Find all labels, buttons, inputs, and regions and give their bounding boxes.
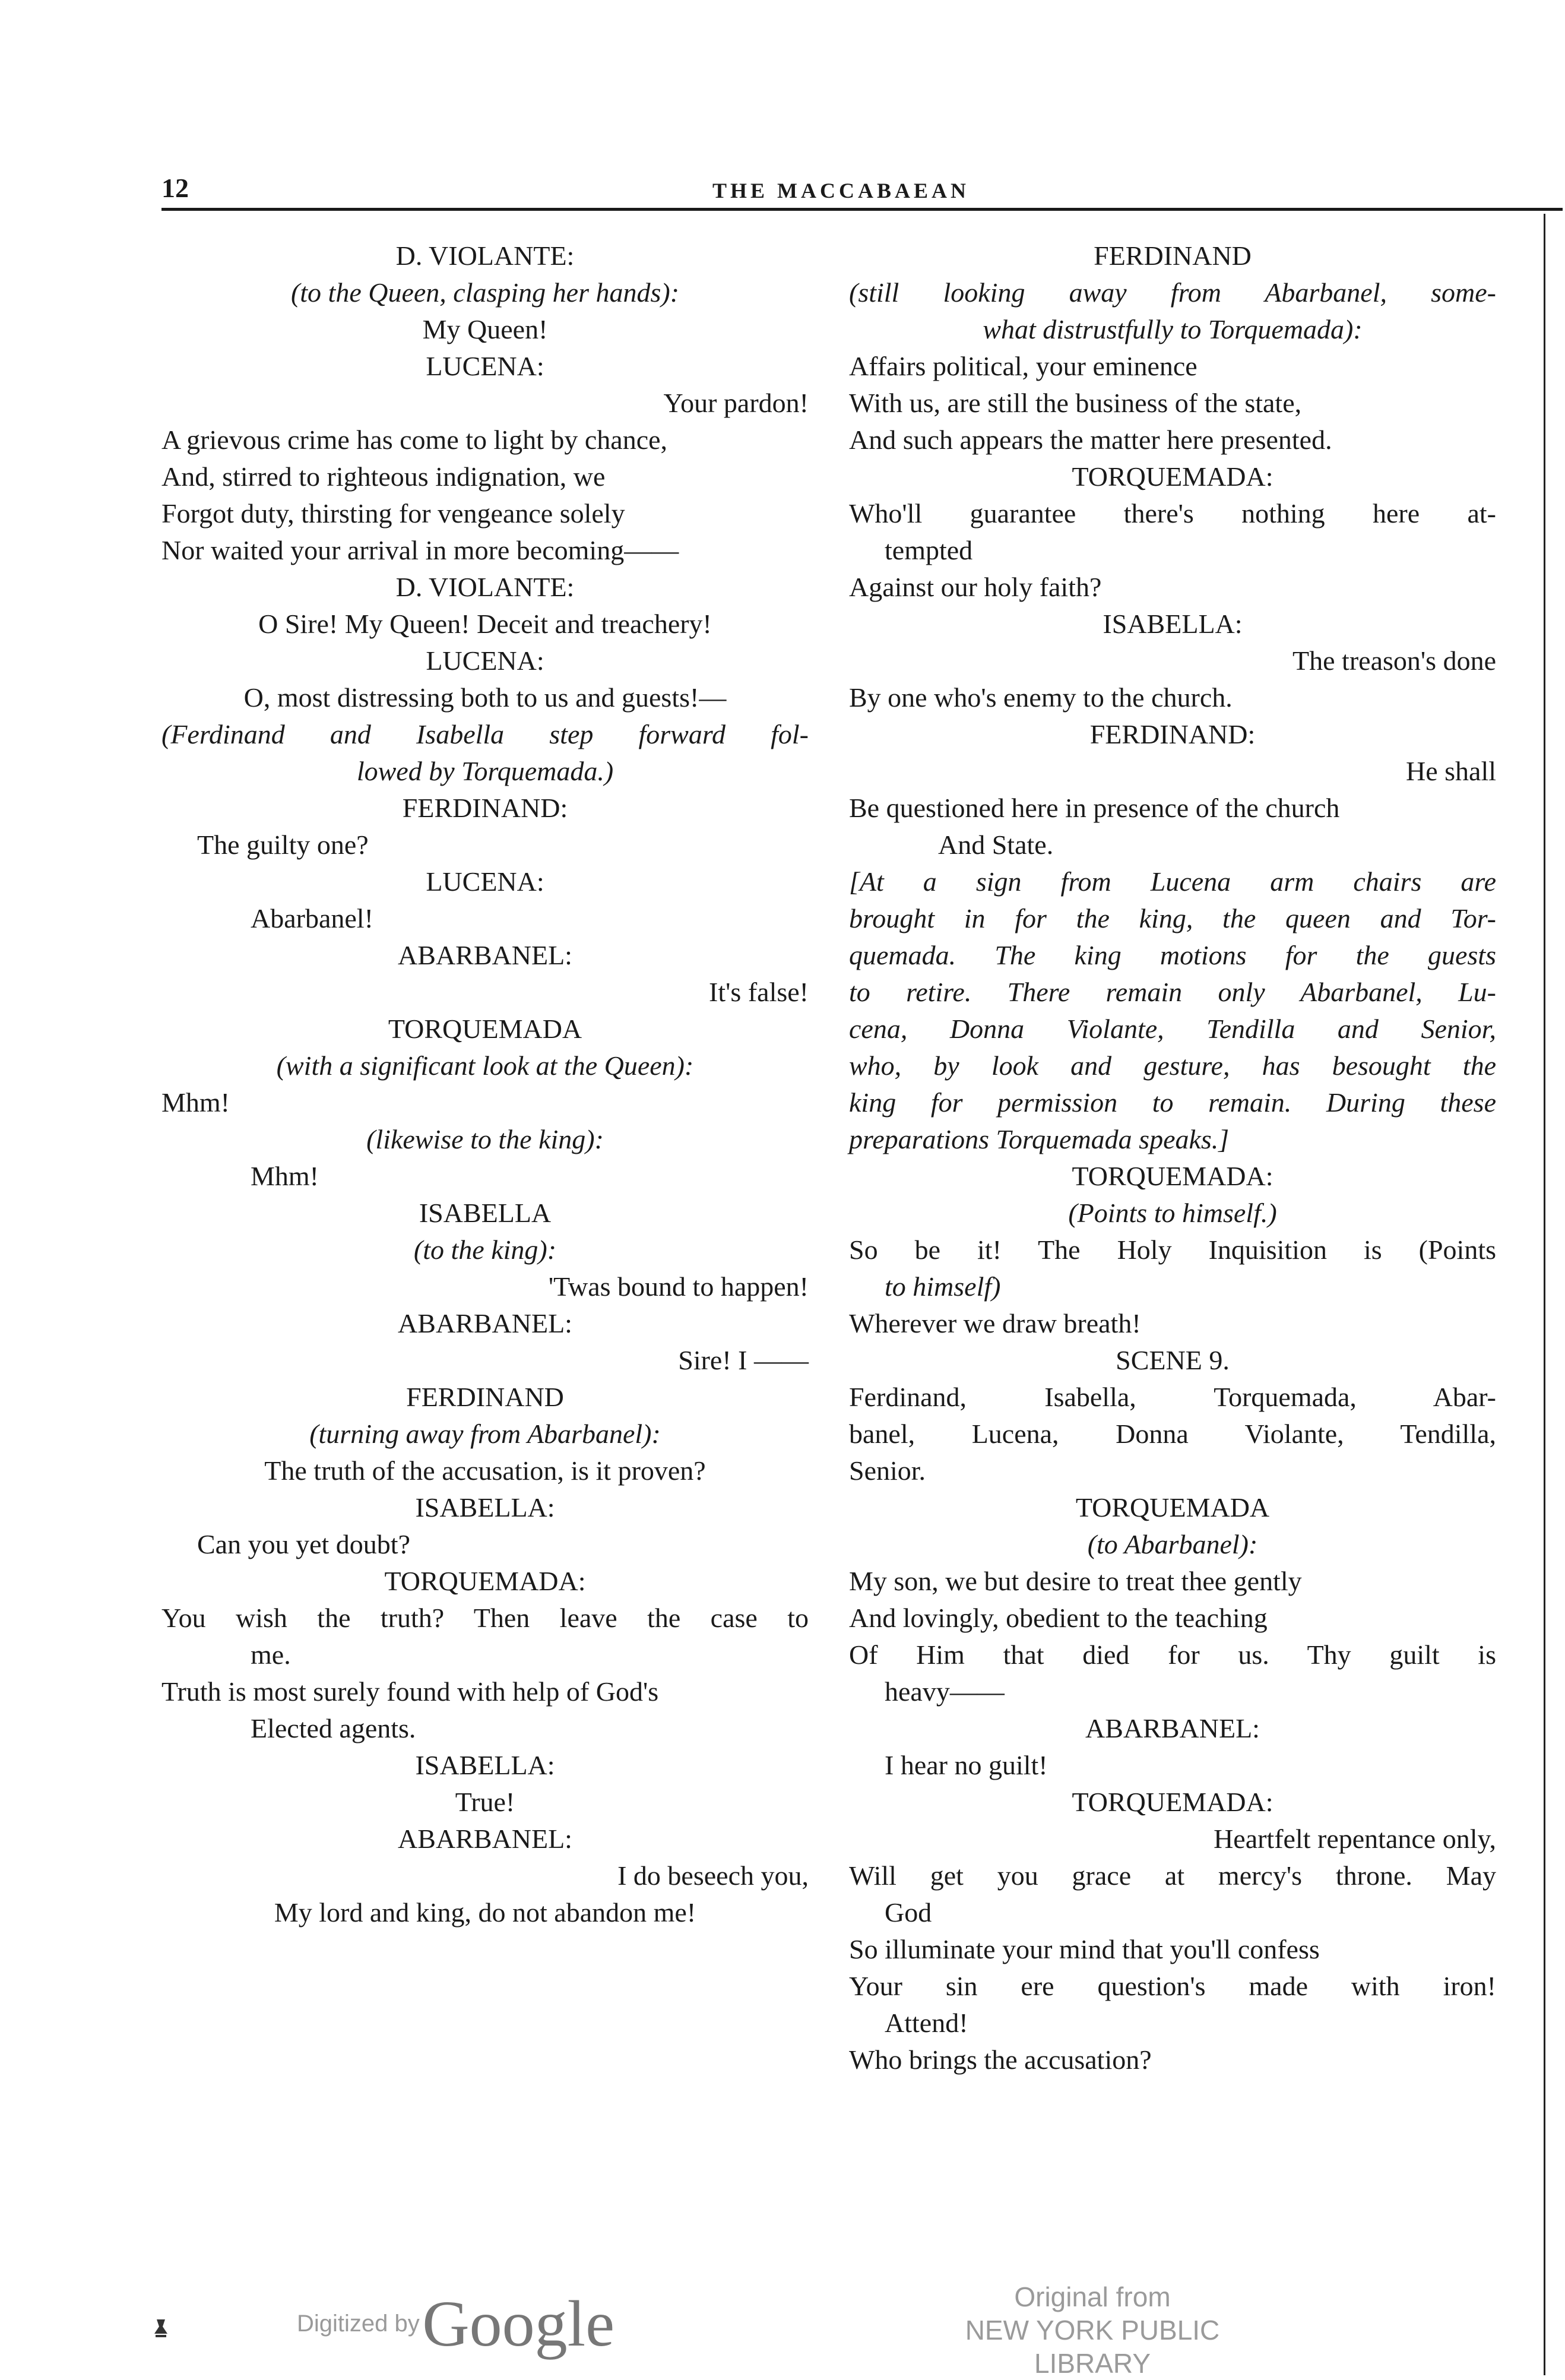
- text-line: The guilty one?: [197, 830, 369, 860]
- text-line: God: [885, 1897, 932, 1928]
- text-line: (turning away from Abarbanel):: [309, 1419, 661, 1449]
- text-line: me.: [251, 1640, 291, 1670]
- text-line: And lovingly, obedient to the teaching: [849, 1603, 1268, 1633]
- text-line: LUCENA:: [426, 351, 544, 381]
- text-line: With us, are still the business of the state,: [849, 388, 1302, 418]
- text-line: Against our holy faith?: [849, 572, 1102, 602]
- text-line: Truth is most surely found with help of God's: [161, 1676, 659, 1707]
- text-line: TORQUEMADA:: [1072, 1787, 1273, 1817]
- text-line: Nor waited your arrival in more becoming——: [161, 535, 679, 565]
- text-line: Your pardon!: [663, 388, 809, 418]
- text-line: D. VIOLANTE:: [395, 572, 575, 602]
- text-line: Senior.: [849, 1455, 926, 1486]
- text-line: [At a sign from Lucena arm chairs are: [849, 866, 1496, 897]
- text-line: Ferdinand, Isabella, Torquemada, Abar-: [849, 1382, 1496, 1412]
- text-line: The treason's done: [1292, 645, 1496, 676]
- text-line: to retire. There remain only Abarbanel, Lu-: [849, 977, 1496, 1007]
- library-name: NEW YORK PUBLIC LIBRARY: [965, 2315, 1220, 2379]
- text-line: My Queen!: [422, 314, 548, 344]
- original-from-label: Original from: [1014, 2281, 1171, 2312]
- text-line: I hear no guilt!: [885, 1750, 1048, 1780]
- digitized-by-google: [297, 2286, 614, 2362]
- text-line: Mhm!: [251, 1161, 319, 1191]
- text-line: cena, Donna Violante, Tendilla and Senior,: [849, 1014, 1496, 1044]
- text-line: Of Him that died for us. Thy guilt is: [849, 1640, 1496, 1670]
- text-line: ABARBANEL:: [398, 1824, 572, 1854]
- text-line: So be it! The Holy Inquisition is (Points: [849, 1235, 1496, 1265]
- text-line: ISABELLA: [419, 1198, 552, 1228]
- text-line: 'Twas bound to happen!: [548, 1271, 809, 1302]
- text-line: preparations Torquemada speaks.]: [849, 1124, 1230, 1154]
- text-line: who, by look and gesture, has besought the: [849, 1050, 1496, 1081]
- text-line: Abarbanel!: [251, 903, 373, 933]
- google-logo: Google: [422, 2287, 615, 2360]
- right-column: [849, 238, 1496, 2078]
- text-line: You wish the truth? Then leave the case to: [161, 1603, 809, 1633]
- text-line: Who brings the accusation?: [849, 2044, 1152, 2075]
- text-line: to himself): [885, 1271, 1001, 1302]
- text-line: The truth of the accusation, is it proven?: [264, 1455, 706, 1486]
- text-line: (to Abarbanel):: [1087, 1529, 1258, 1559]
- text-line: FERDINAND:: [402, 793, 568, 823]
- text-line: Forgot duty, thirsting for vengeance solely: [161, 498, 625, 528]
- text-line: O, most distressing both to us and guests!—: [243, 682, 727, 713]
- text-line: Heartfelt repentance only,: [1214, 1824, 1496, 1854]
- text-line: O Sire! My Queen! Deceit and treachery!: [258, 609, 712, 639]
- text-line: And, stirred to righteous indignation, we: [161, 461, 606, 492]
- text-line: Attend!: [885, 2008, 968, 2038]
- text-line: (still looking away from Abarbanel, some-: [849, 277, 1496, 308]
- text-line: ISABELLA:: [415, 1750, 555, 1780]
- text-line: TORQUEMADA:: [1072, 461, 1273, 492]
- text-line: It's false!: [709, 977, 809, 1007]
- text-line: I do beseech you,: [617, 1860, 809, 1891]
- text-line: LUCENA:: [426, 866, 544, 897]
- text-line: Will get you grace at mercy's throne. May: [849, 1860, 1496, 1891]
- running-title: THE MACCABAEAN: [712, 179, 970, 202]
- text-line: (likewise to the king):: [366, 1124, 604, 1154]
- text-line: tempted: [885, 535, 973, 565]
- text-line: FERDINAND: [406, 1382, 564, 1412]
- text-line: LUCENA:: [426, 645, 544, 676]
- text-line: lowed by Torquemada.): [356, 756, 614, 786]
- text-line: Sire! I ——: [678, 1345, 809, 1375]
- text-line: ABARBANEL:: [1085, 1713, 1260, 1743]
- text-line: TORQUEMADA:: [1072, 1161, 1273, 1191]
- text-line: quemada. The king motions for the guests: [849, 940, 1496, 970]
- text-line: ABARBANEL:: [398, 1308, 572, 1338]
- text-line: ABARBANEL:: [398, 940, 572, 970]
- text-line: TORQUEMADA: [388, 1014, 582, 1044]
- left-column: [161, 238, 809, 1931]
- page-number: 12: [161, 173, 189, 203]
- text-line: SCENE 9.: [1116, 1345, 1230, 1375]
- text-line: So illuminate your mind that you'll confess: [849, 1934, 1320, 1964]
- library-stamp-icon: [152, 2316, 170, 2340]
- text-line: By one who's enemy to the church.: [849, 682, 1233, 713]
- text-line: TORQUEMADA: [1075, 1492, 1270, 1523]
- text-line: FERDINAND:: [1089, 719, 1256, 749]
- text-line: Affairs political, your eminence: [849, 351, 1197, 381]
- text-line: Your sin ere question's made with iron!: [849, 1971, 1496, 2001]
- text-line: True!: [455, 1787, 515, 1817]
- header-rule: [161, 208, 1563, 211]
- text-line: And State.: [938, 830, 1054, 860]
- text-line: Wherever we draw breath!: [849, 1308, 1141, 1338]
- original-from-note: [908, 2280, 1276, 2380]
- digitized-by-label: Digitized by: [297, 2311, 420, 2337]
- text-line: brought in for the king, the queen and Tor-: [849, 903, 1496, 933]
- text-line: My son, we but desire to treat thee gently: [849, 1566, 1302, 1596]
- text-line: ISABELLA:: [415, 1492, 555, 1523]
- text-line: (to the king):: [413, 1235, 557, 1265]
- text-line: D. VIOLANTE:: [395, 240, 575, 271]
- text-line: banel, Lucena, Donna Violante, Tendilla,: [849, 1419, 1496, 1449]
- text-line: My lord and king, do not abandon me!: [274, 1897, 696, 1928]
- text-line: heavy——: [885, 1676, 1005, 1707]
- text-line: Who'll guarantee there's nothing here at-: [849, 498, 1496, 528]
- text-line: Can you yet doubt?: [197, 1529, 410, 1559]
- text-line: king for permission to remain. During these: [849, 1087, 1496, 1118]
- text-line: Mhm!: [161, 1087, 230, 1118]
- text-line: Elected agents.: [251, 1713, 416, 1743]
- text-line: (to the Queen, clasping her hands):: [290, 277, 680, 308]
- text-line: TORQUEMADA:: [384, 1566, 586, 1596]
- page-spine-edge: [1544, 214, 1545, 2375]
- text-line: FERDINAND: [1094, 240, 1252, 271]
- text-line: And such appears the matter here presented.: [849, 425, 1332, 455]
- text-line: He shall: [1405, 756, 1496, 786]
- text-line: (Points to himself.): [1068, 1198, 1277, 1228]
- text-line: what distrustfully to Torquemada):: [983, 314, 1363, 344]
- text-line: (with a significant look at the Queen):: [276, 1050, 694, 1081]
- text-line: ISABELLA:: [1103, 609, 1243, 639]
- text-line: A grievous crime has come to light by chance,: [161, 425, 668, 455]
- text-line: Be questioned here in presence of the church: [849, 793, 1340, 823]
- text-line: (Ferdinand and Isabella step forward fol-: [161, 719, 809, 749]
